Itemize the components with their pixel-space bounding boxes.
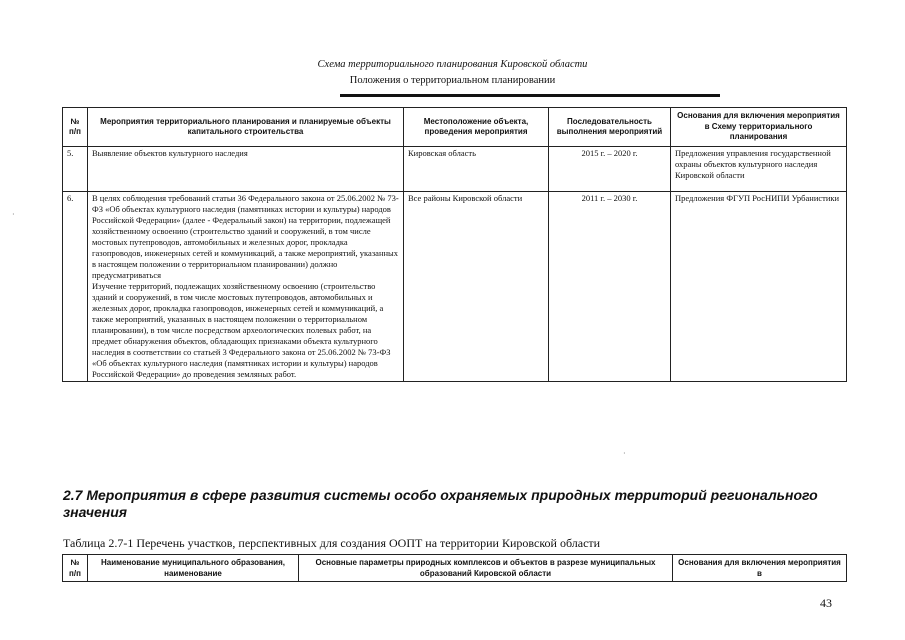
row-event-part-1: В целях соблюдения требований статьи 36 Федерального закона от 25.06.2002 № 73-ФЗ «Об объектах культурного наследия (памятниках истории и культуры) народов Российской Федерации» (далее - Федеральный закон) на территории, подлежащей хозяйственному освоению (строительство зданий и сооружений, в том числе мостовых путепроводов, автомобильных и железных дорог, прокладка газопроводов, инженерных сетей и коммуникаций, а также мероприятий, указанных в настоящем положении о территориальном планировании) должно предусматриваться <box>92 193 399 280</box>
row-basis: Предложения ФГУП РосНИПИ Урбанистики <box>671 192 847 382</box>
row-event-part-2: Изучение территорий, подлежащих хозяйственному освоению (строительство зданий и сооружений, в том числе мостовых путепроводов, автомобильных и железных дорог, прокладка газопроводов, инженерных сетей и коммуникаций, а также мероприятий, указанных в настоящем положении о территориальном планировании), в том числе посредством археологических полевых работ, на предмет обнаружения объектов, обладающих признаками объекта культурного наследия в соответствии со статьей 3 Федерального закона от 25.06.2002 № 73-ФЗ «Об объектах культурного наследия (памятниках истории и культуры) народов Российской Федерации» до проведения земляных работ. <box>92 281 391 379</box>
table-header-row <box>63 555 847 582</box>
scan-speck: · <box>12 210 15 219</box>
scan-speck: · <box>623 449 626 458</box>
row-period: 2015 г. – 2020 г. <box>549 147 671 192</box>
column-header-basis: Основания для включения мероприятия в Схему территориального планирования <box>671 108 847 147</box>
column-header-event: Мероприятия территориального планирования и планируемые объекты капитального строительства <box>88 108 404 147</box>
table-caption: Таблица 2.7-1 Перечень участков, перспективных для создания ООПТ на территории Кировской области <box>63 536 601 550</box>
row-basis: Предложения управления государственной охраны объектов культурного наследия Кировской области <box>671 147 847 192</box>
column-header-location: Местоположение объекта, проведения мероприятия <box>404 108 549 147</box>
column-header-number: № п/п <box>63 108 88 147</box>
column-header-parameters: Основные параметры природных комплексов и объектов в разрезе муниципальных образований Кировской области <box>299 555 673 582</box>
table-row <box>63 192 847 382</box>
row-number: 5. <box>63 147 88 192</box>
column-header-number: № п/п <box>63 555 88 582</box>
measures-table <box>62 107 847 382</box>
header-rule <box>340 94 720 97</box>
column-header-basis: Основания для включения мероприятия в <box>673 555 847 582</box>
row-period: 2011 г. – 2030 г. <box>549 192 671 382</box>
document-header-title: Схема территориального планирования Кировской области <box>317 59 588 70</box>
page-number: 43 <box>820 596 832 610</box>
table-header-row <box>63 108 847 147</box>
row-event <box>88 192 404 382</box>
row-location: Все районы Кировской области <box>404 192 549 382</box>
column-header-municipality: Наименование муниципального образования, наименование <box>88 555 299 582</box>
section-heading: 2.7 Мероприятия в сфере развития системы особо охраняемых природных территорий регионального значения <box>63 487 818 520</box>
column-header-period: Последовательность выполнения мероприятий <box>549 108 671 147</box>
row-location: Кировская область <box>404 147 549 192</box>
table-row <box>63 147 847 192</box>
row-number: 6. <box>63 192 88 382</box>
document-header-subtitle: Положения о территориальном планировании <box>349 75 556 86</box>
protected-areas-table <box>62 554 847 582</box>
row-event: Выявление объектов культурного наследия <box>88 147 404 192</box>
